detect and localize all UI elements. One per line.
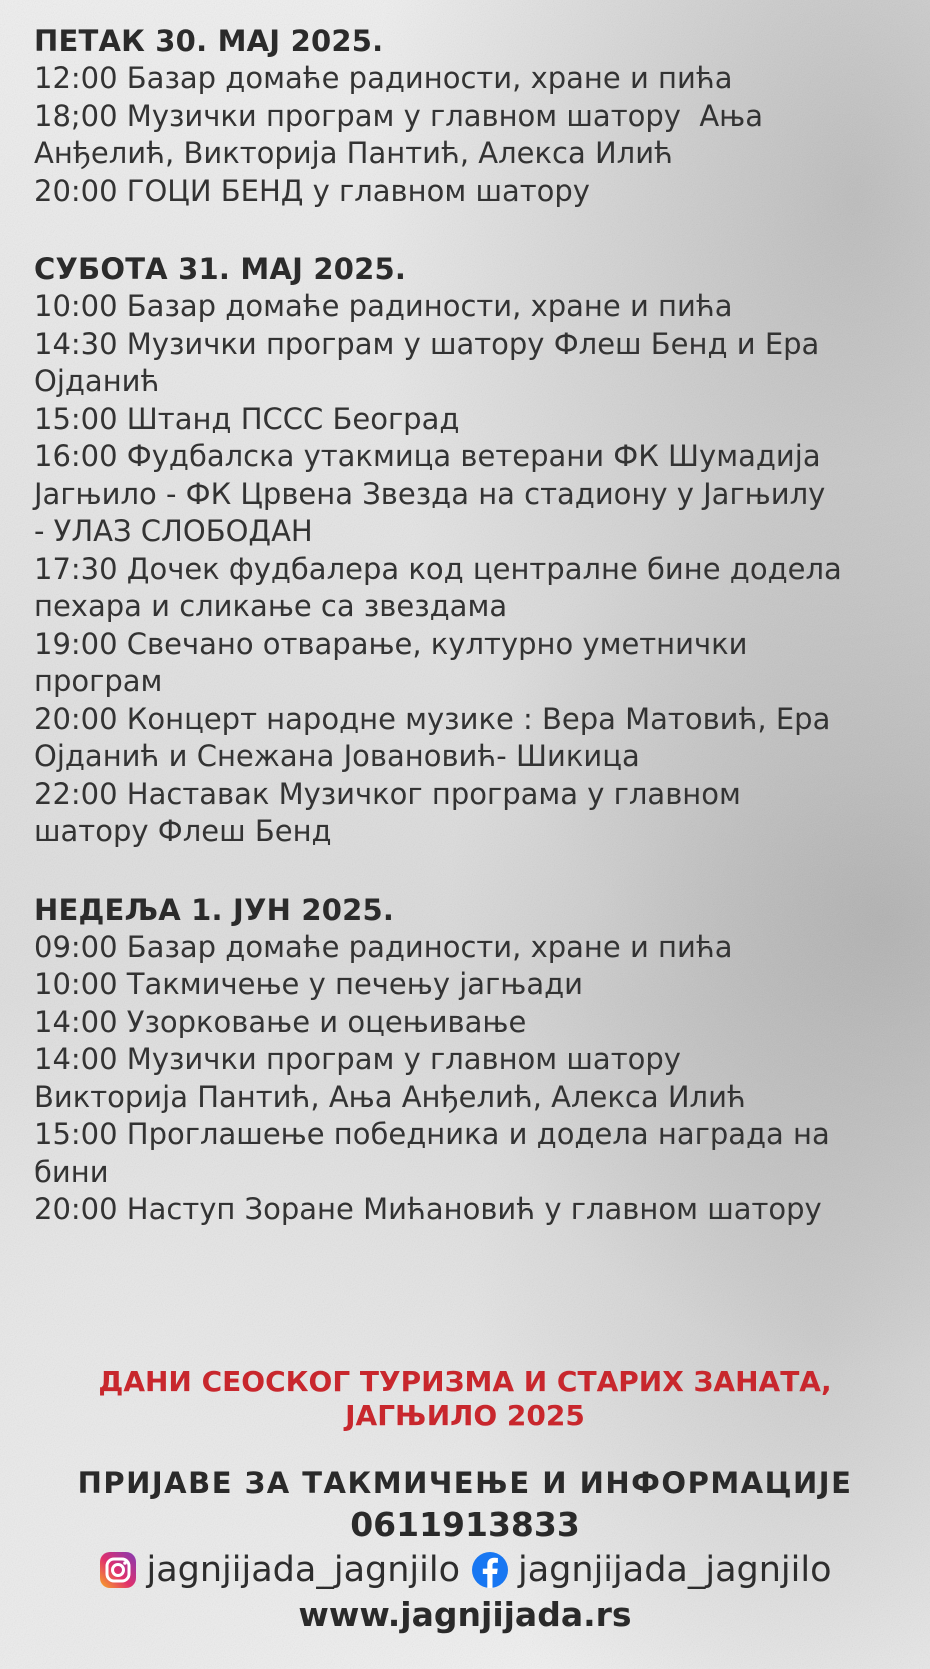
event-line: Ојданић: [34, 364, 160, 398]
facebook-handle: jagnjijada_jagnjilo: [518, 1550, 832, 1590]
event-line: 14:30 Музички програм у шатору Флеш Бенд и Ера: [34, 326, 820, 361]
event-line: 18;00 Музички програм у главном шатору Ања: [34, 98, 764, 133]
day-title: ПЕТАК 30. МАЈ 2025.: [34, 24, 384, 58]
event-line: 16:00 Фудбалска утакмица ветерани ФК Шумадија: [34, 439, 821, 473]
event-line: 12:00 Базар домаће радиности, хране и пића: [34, 61, 733, 95]
event-line: програм: [34, 664, 163, 698]
event-line: Јагњило - ФК Црвена Звезда на стадиону у Јагњилу: [34, 476, 826, 511]
registration-title: ПРИЈАВЕ ЗА ТАКМИЧЕЊЕ И ИНФОРМАЦИЈЕ: [77, 1466, 853, 1500]
day-title: СУБОТА 31. МАЈ 2025.: [34, 252, 407, 286]
event-line: 22:00 Наставак Музичког програма у главном: [34, 776, 741, 811]
event-line: 09:00 Базар домаће радиности, хране и пића: [34, 929, 733, 964]
day-title: НЕДЕЉА 1. ЈУН 2025.: [34, 892, 395, 927]
instagram-link[interactable]: [98, 1549, 460, 1591]
event-line: 10:00 Такмичење у печењу јагњади: [34, 967, 583, 1001]
phone-number[interactable]: 0611913833: [350, 1505, 580, 1544]
event-line: 14:00 Узорковање и оцењивање: [34, 1004, 527, 1039]
event-line: Ојданић и Снежана Јовановић- Шикица: [34, 739, 640, 773]
event-line: 15:00 Штанд ПССС Београд: [34, 401, 460, 436]
event-line: Анђелић, Викторија Пантић, Алекса Илић: [34, 136, 673, 170]
contact-footer: [0, 1465, 930, 1637]
festival-title-line: ЈАГЊИЛО 2025: [345, 1399, 585, 1432]
instagram-icon: [98, 1550, 138, 1590]
facebook-link[interactable]: [470, 1549, 832, 1591]
schedule: [34, 22, 914, 1269]
event-line: 19:00 Свечано отварање, културно уметнички: [34, 626, 748, 661]
website-link[interactable]: www.jagnjijada.rs: [298, 1595, 632, 1634]
event-line: 20:00 ГОЦИ БЕНД у главном шатору: [34, 173, 590, 208]
festival-title-line: ДАНИ СЕОСКОГ ТУРИЗМА И СТАРИХ ЗАНАТА,: [98, 1365, 832, 1398]
festival-title: [0, 1365, 930, 1433]
event-line: 17:30 Дочек фудбалера код централне бине додела: [34, 551, 842, 586]
facebook-icon: [470, 1550, 510, 1590]
event-line: бини: [34, 1154, 109, 1189]
event-line: 20:00 Концерт народне музике : Вера Матовић, Ера: [34, 701, 831, 736]
event-line: 15:00 Проглашење победника и додела награда на: [34, 1117, 830, 1151]
event-line: Викторија Пантић, Ања Анђелић, Алекса Илић: [34, 1079, 746, 1114]
event-line: 14:00 Музички програм у главном шатору: [34, 1042, 681, 1076]
event-line: 10:00 Базар домаће радиности, хране и пића: [34, 289, 733, 323]
day-friday: [34, 22, 914, 210]
event-line: пехара и сликање са звездама: [34, 589, 508, 623]
instagram-handle: jagnjijada_jagnjilo: [146, 1550, 460, 1590]
social-links: [0, 1549, 930, 1591]
day-saturday: [34, 250, 914, 851]
event-line: шатору Флеш Бенд: [34, 814, 332, 848]
event-line: 20:00 Наступ Зоране Мићановић у главном шатору: [34, 1192, 822, 1226]
event-line: - УЛАЗ СЛОБОДАН: [34, 514, 313, 548]
day-sunday: [34, 891, 914, 1229]
